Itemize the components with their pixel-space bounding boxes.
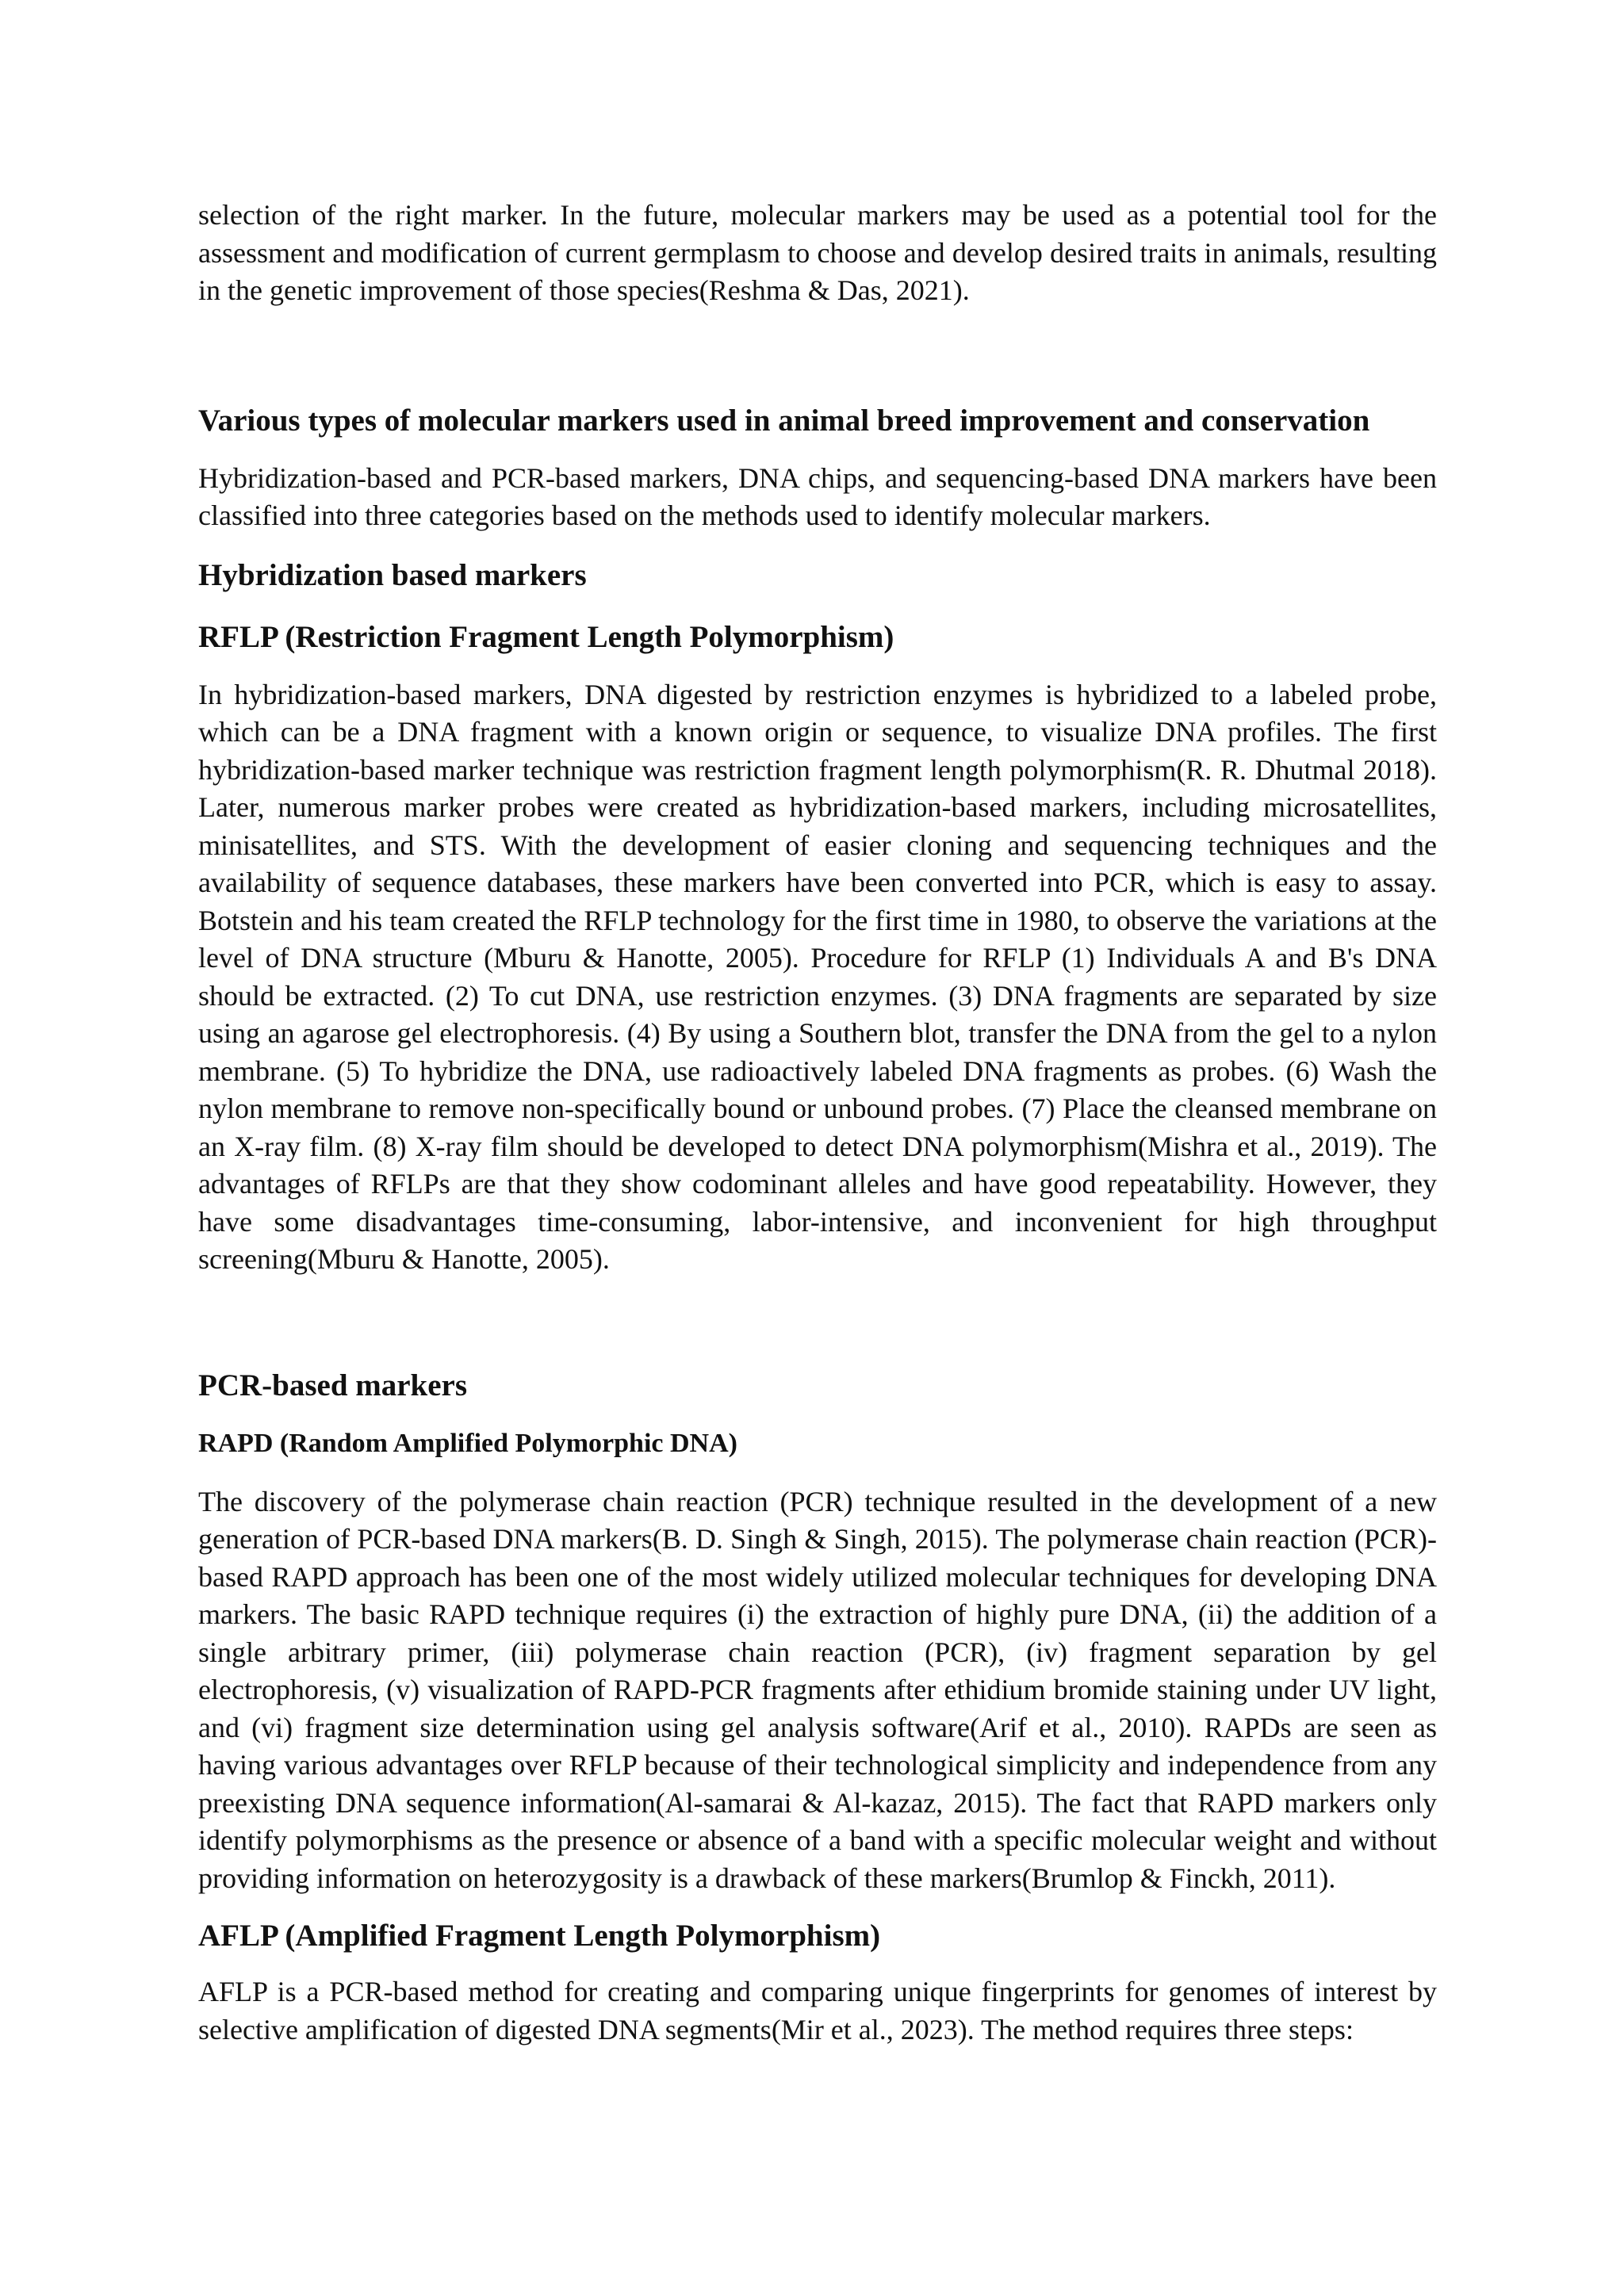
section-heading-hybridization: Hybridization based markers bbox=[198, 557, 587, 592]
subsection-heading-rflp: RFLP (Restriction Fragment Length Polymorphism) bbox=[198, 619, 894, 654]
rflp-paragraph: In hybridization-based markers, DNA digested by restriction enzymes is hybridized to a labeled probe, which can be a DNA fragment with a known origin or sequence, to visualize DNA profiles. The first hybridization-based marker technique was restriction fragment length polymorphism(R. R. Dhutmal 2018). Later, numerous marker probes were created as hybridization-based markers, including microsatellites, minisatellites, and STS. With the development of easier cloning and sequencing techniques and the availability of sequence databases, these markers have been converted into PCR, which is easy to assay. Botstein and his team created the RFLP technology for the first time in 1980, to observe the variations at the level of DNA structure (Mburu & Hanotte, 2005). Procedure for RFLP (1) Individuals A and B's DNA should be extracted. (2) To cut DNA, use restriction enzymes. (3) DNA fragments are separated by size using an agarose gel electrophoresis. (4) By using a Southern blot, transfer the DNA from the gel to a nylon membrane. (5) To hybridize the DNA, use radioactively labeled DNA fragments as probes. (6) Wash the nylon membrane to remove non-specifically bound or unbound probes. (7) Place the cleansed membrane on an X-ray film. (8) X-ray film should be developed to detect DNA polymorphism(Mishra et al., 2019). The advantages of RFLPs are that they show codominant alleles and have good repeatability. However, they have some disadvantages time-consuming, labor-intensive, and inconvenient for high throughput screening(Mburu & Hanotte, 2005). bbox=[198, 678, 1437, 1275]
intro-paragraph: selection of the right marker. In the future, molecular markers may be used as a potential tool for the assessment and modification of current germplasm to choose and develop desired traits in animals, resulting in the genetic improvement of those species(Reshma & Das, 2021). bbox=[198, 199, 1437, 306]
section-heading-marker-types: Various types of molecular markers used in animal breed improvement and conservation bbox=[198, 403, 1370, 438]
aflp-paragraph: AFLP is a PCR-based method for creating and comparing unique fingerprints for genomes of interest by selective amplification of digested DNA segments(Mir et al., 2023). The method requires three steps: bbox=[198, 1976, 1437, 2045]
subsection-heading-rapd: RAPD (Random Amplified Polymorphic DNA) bbox=[198, 1428, 737, 1458]
document-page bbox=[198, 197, 1437, 2049]
rapd-paragraph: The discovery of the polymerase chain reaction (PCR) technique resulted in the development of a new generation of PCR-based DNA markers(B. D. Singh & Singh, 2015). The polymerase chain reaction (PCR)-based RAPD approach has been one of the most widely utilized molecular techniques for developing DNA markers. The basic RAPD technique requires (i) the extraction of highly pure DNA, (ii) the addition of a single arbitrary primer, (iii) polymerase chain reaction (PCR), (iv) fragment separation by gel electrophoresis, (v) visualization of RAPD-PCR fragments after ethidium bromide staining under UV light, and (vi) fragment size determination using gel analysis software(Arif et al., 2010). RAPDs are seen as having various advantages over RFLP because of their technological simplicity and independence from any preexisting DNA sequence information(Al-samarai & Al-kazaz, 2015). The fact that RAPD markers only identify polymorphisms as the presence or absence of a band with a specific molecular weight and without providing information on heterozygosity is a drawback of these markers(Brumlop & Finckh, 2011). bbox=[198, 1485, 1437, 1894]
subsection-heading-aflp: AFLP (Amplified Fragment Length Polymorphism) bbox=[198, 1919, 881, 1953]
marker-types-paragraph: Hybridization-based and PCR-based markers, DNA chips, and sequencing-based DNA markers have been classified into three categories based on the methods used to identify molecular markers. bbox=[198, 461, 1437, 531]
section-heading-pcr: PCR-based markers bbox=[198, 1368, 468, 1402]
